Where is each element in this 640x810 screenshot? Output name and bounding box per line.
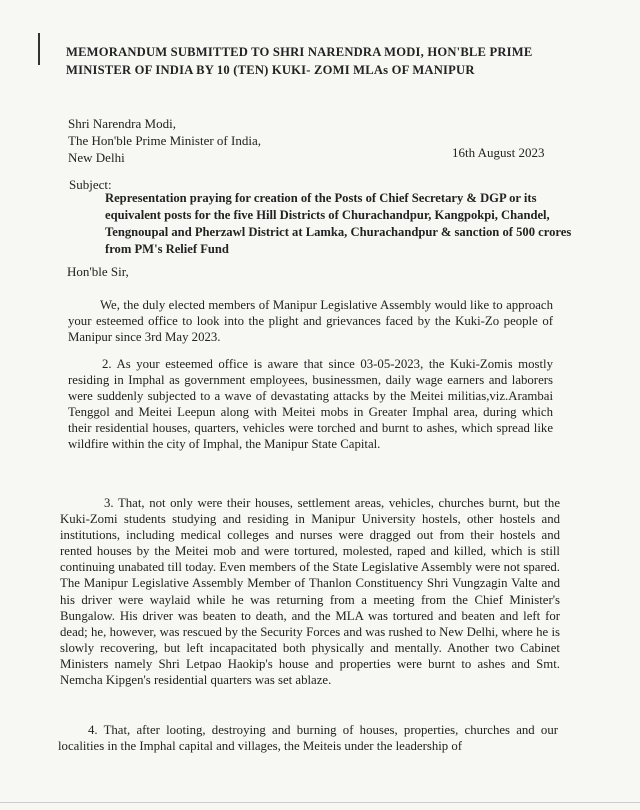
recipient-address — [68, 115, 261, 166]
subject-text: Representation praying for creation of the Posts of Chief Secretary & DGP or its equivalent posts for the five Hill Districts of Churachandpur, Kangpokpi, Chandel, Tengnoupal and Pherzawl District at Lamka, Churachandpur & sanction of 500 crores from PM's Relief Fund — [105, 191, 572, 256]
paragraph-1: We, the duly elected members of Manipur Legislative Assembly would like to approach your esteemed office to look into the plight and grievances faced by the Kuki-Zo people of Manipur since 3rd May 2023. — [68, 298, 553, 345]
recipient-line-1: Shri Narendra Modi, — [68, 116, 176, 131]
margin-mark — [38, 33, 40, 65]
subject-label: Subject: — [69, 177, 112, 192]
recipient-line-2: The Hon'ble Prime Minister of India, — [68, 133, 261, 148]
memorandum-title: MEMORANDUM SUBMITTED TO SHRI NARENDRA MODI, HON'BLE PRIME MINISTER OF INDIA BY 10 (TEN) KUKI- ZOMI MLAs OF MANIPUR — [66, 45, 533, 77]
letter-date: 16th August 2023 — [452, 145, 545, 160]
paragraph-3: 3. That, not only were their houses, settlement areas, vehicles, churches burnt, but the Kuki-Zomi students studying and residing in Manipur University hostels, other hostels and institutions, including medical colleges and nurses were dragged out from their hostels and rented houses by the Meitei mob and were tortured, molested, raped and killed, which is still continuing unabated till today. Even members of the State Legislative Assembly were not spared. The Manipur Legislative Assembly Member of Thanlon Constituency Shri Vungzagin Valte and his driver were waylaid while he was returning from a meeting from the Chief Minister's Bungalow. His driver was beaten to death, and the MLA was tortured and beaten and left for dead; he, however, was rescued by the Security Forces and was rushed to New Delhi, where he is slowly recovering, but left incapacitated both physically and mentally. Another two Cabinet Ministers namely Shri Letpao Haokip's house and properties were burnt to ashes and Smt. Nemcha Kipgen's residential quarters was set ablaze. — [60, 496, 560, 688]
recipient-line-3: New Delhi — [68, 150, 125, 165]
paragraph-2: 2. As your esteemed office is aware that since 03-05-2023, the Kuki-Zomis mostly residing in Imphal as government employees, businessmen, daily wage earners and laborers were suddenly subjected to a wave of devastating attacks by the Meitei militias,viz.Arambai Tenggol and Meitei Leepun along with Meitei mobs in Greater Imphal area, during which their residential houses, quarters, vehicles were torched and burnt to ashes, which spread like wildfire within the city of Imphal, the Manipur State Capital. — [68, 357, 553, 452]
salutation: Hon'ble Sir, — [67, 264, 129, 279]
page-bottom-edge — [0, 802, 640, 803]
paragraph-4: 4. That, after looting, destroying and burning of houses, properties, churches and our localities in the Imphal capital and villages, the Meiteis under the leadership of — [58, 723, 558, 754]
